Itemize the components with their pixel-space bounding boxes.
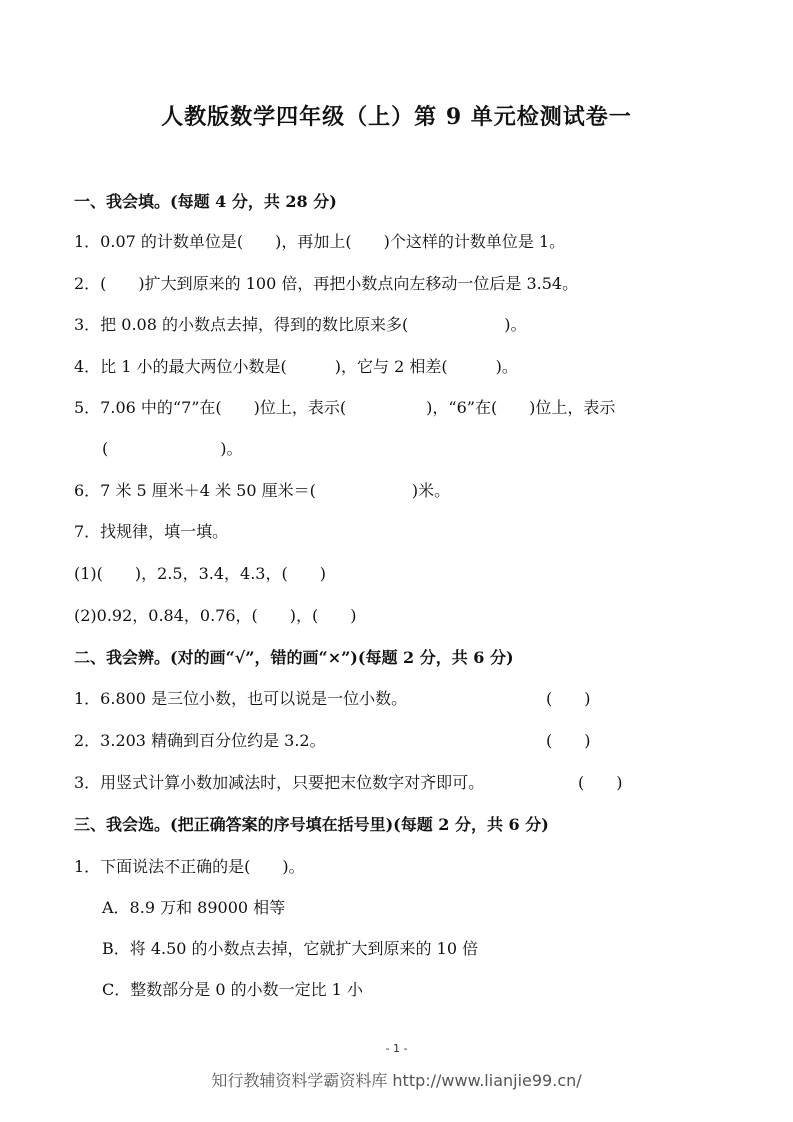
question-3-1: 1．下面说法不正确的是( )。 <box>74 857 305 876</box>
question-1-7-2: (2)0.92，0.84，0.76，( )，( ) <box>74 606 357 625</box>
section-2-heading: 二、我会辨。(对的画“√”，错的画“×”)(每题 2 分，共 6 分) <box>74 648 514 667</box>
question-1-2: 2．( )扩大到原来的 100 倍，再把小数点向左移动一位后是 3.54。 <box>74 274 579 293</box>
question-1-7-1: (1)( )，2.5，3.4，4.3，( ) <box>74 564 326 583</box>
answer-paren-2-1: ( ) <box>546 689 591 708</box>
question-1-1: 1．0.07 的计数单位是( )，再加上( )个这样的计数单位是 1。 <box>74 232 566 251</box>
footer-watermark: 知行教辅资料学霸资料库 http://www.lianjie99.cn/ <box>211 1071 582 1090</box>
question-1-6: 6．7 米 5 厘米＋4 米 50 厘米＝( )米。 <box>74 481 451 500</box>
question-1-4: 4．比 1 小的最大两位小数是( )，它与 2 相差( )。 <box>74 357 518 376</box>
section-1-heading: 一、我会填。(每题 4 分，共 28 分) <box>74 192 337 211</box>
answer-paren-2-3: ( ) <box>578 773 623 792</box>
question-2-1: 1．6.800 是三位小数，也可以说是一位小数。 <box>74 689 408 708</box>
question-2-3: 3．用竖式计算小数加减法时，只要把末位数字对齐即可。 <box>74 773 485 792</box>
option-3-1-a: A．8.9 万和 89000 相等 <box>102 898 286 917</box>
option-3-1-c: C．整数部分是 0 的小数一定比 1 小 <box>102 980 363 999</box>
question-1-3: 3．把 0.08 的小数点去掉，得到的数比原来多( )。 <box>74 315 527 334</box>
question-1-5-continued: ( )。 <box>102 439 243 458</box>
option-3-1-b: B．将 4.50 的小数点去掉，它就扩大到原来的 10 倍 <box>102 939 479 958</box>
question-2-2: 2．3.203 精确到百分位约是 3.2。 <box>74 731 326 750</box>
question-1-7: 7．找规律，填一填。 <box>74 522 229 541</box>
page-title: 人教版数学四年级（上）第 9 单元检测试卷一 <box>161 104 632 130</box>
section-3-heading: 三、我会选。(把正确答案的序号填在括号里)(每题 2 分，共 6 分) <box>74 815 549 834</box>
question-1-5: 5．7.06 中的“7”在( )位上，表示( )，“6”在( )位上，表示 <box>74 398 616 417</box>
answer-paren-2-2: ( ) <box>546 731 591 750</box>
page-number: - 1 - <box>385 1042 408 1055</box>
